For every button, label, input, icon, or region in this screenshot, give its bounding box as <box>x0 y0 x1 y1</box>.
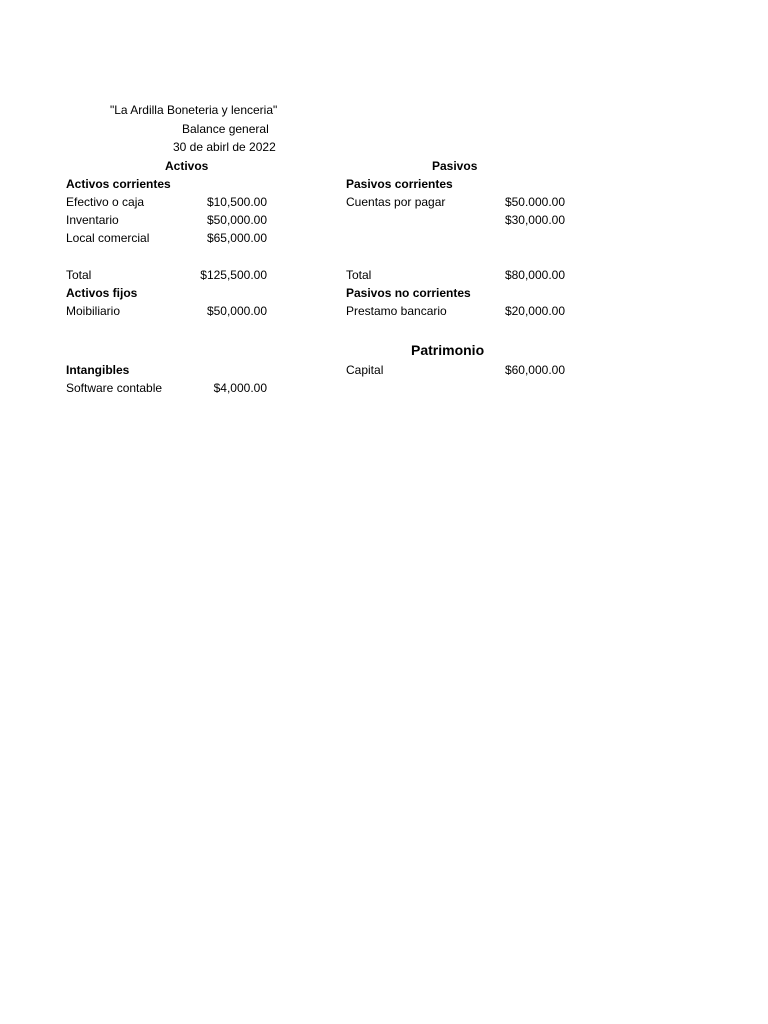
company-name: "La Ardilla Boneteria y lenceria" <box>110 103 278 117</box>
activo-label-software: Software contable <box>66 381 163 395</box>
activo-value-efectivo: $10,500.00 <box>206 195 267 209</box>
activos-heading: Activos <box>165 159 209 173</box>
pasivos-heading: Pasivos <box>432 159 478 173</box>
activo-value-inventario: $50,000.00 <box>206 213 267 227</box>
activo-label-local: Local comercial <box>66 231 150 245</box>
pasivo-label-prestamo: Prestamo bancario <box>346 304 447 318</box>
activos-fijos-heading: Activos fijos <box>66 286 138 300</box>
patrimonio-label-capital: Capital <box>346 363 384 377</box>
activo-value-software: $4,000.00 <box>213 381 267 395</box>
activos-corrientes-heading: Activos corrientes <box>66 177 171 191</box>
activo-value-mobiliario: $50,000.00 <box>206 304 267 318</box>
activos-total-label: Total <box>66 268 92 282</box>
intangibles-heading: Intangibles <box>66 363 130 377</box>
patrimonio-value-capital: $60,000.00 <box>504 363 565 377</box>
pasivo-label-cuentas: Cuentas por pagar <box>346 195 446 209</box>
pasivos-no-corrientes-heading: Pasivos no corrientes <box>346 286 471 300</box>
activo-label-inventario: Inventario <box>66 213 119 227</box>
pasivo-value-second: $30,000.00 <box>504 213 565 227</box>
report-title: Balance general <box>182 122 269 136</box>
activo-label-mobiliario: Moibiliario <box>66 304 121 318</box>
pasivos-total-label: Total <box>346 268 372 282</box>
activo-label-efectivo: Efectivo o caja <box>66 195 145 209</box>
pasivo-value-cuentas: $50.000.00 <box>504 195 565 209</box>
patrimonio-heading: Patrimonio <box>411 342 485 358</box>
pasivos-total-value: $80,000.00 <box>504 268 565 282</box>
pasivo-value-prestamo: $20,000.00 <box>504 304 565 318</box>
report-date: 30 de abirl de 2022 <box>173 140 276 154</box>
activos-total-value: $125,500.00 <box>200 268 267 282</box>
activo-value-local: $65,000.00 <box>206 231 267 245</box>
pasivos-corrientes-heading: Pasivos corrientes <box>346 177 453 191</box>
